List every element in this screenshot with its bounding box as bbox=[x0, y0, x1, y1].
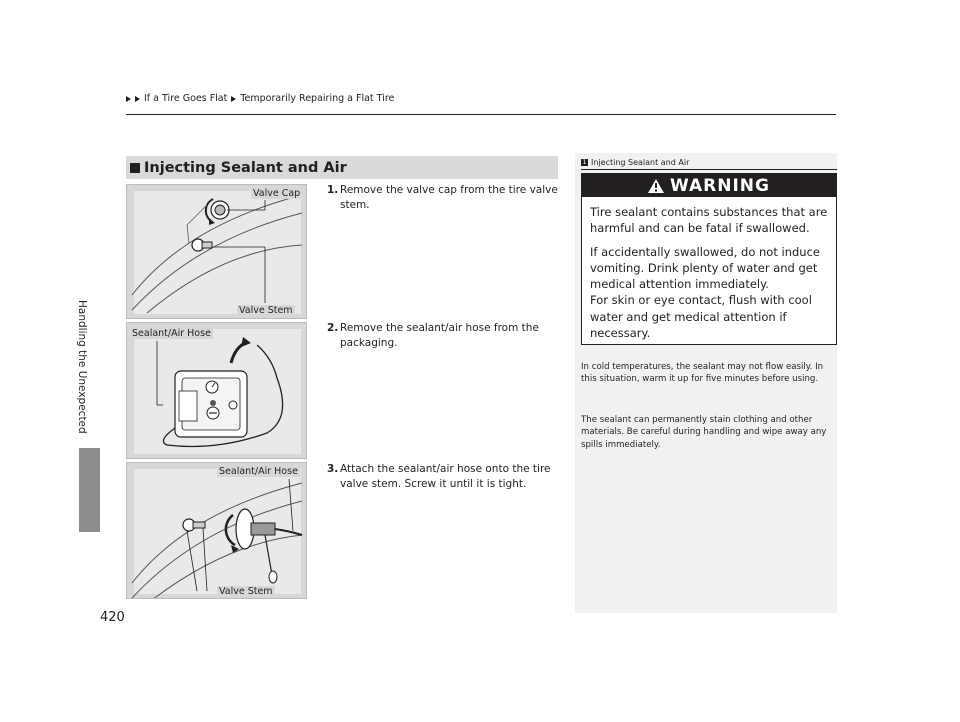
figure-label: Sealant/Air Hose bbox=[219, 466, 298, 477]
valve-cap-illustration bbox=[127, 185, 307, 319]
warning-triangle-icon bbox=[648, 179, 664, 193]
warning-title: WARNING bbox=[670, 175, 770, 196]
header-rule bbox=[126, 114, 836, 115]
hose-attachment-illustration bbox=[127, 463, 307, 599]
figure-attach-hose bbox=[126, 462, 307, 599]
figure-label: Valve Stem bbox=[219, 586, 273, 597]
page-number: 420 bbox=[100, 610, 125, 625]
breadcrumb-arrow-icon bbox=[135, 96, 140, 102]
sealant-kit-illustration bbox=[127, 323, 307, 459]
warning-box bbox=[581, 173, 837, 345]
sidebar-note-heading bbox=[581, 158, 689, 167]
warning-text: For skin or eye contact, flush with cool water and get medical attention if necessary. bbox=[590, 293, 812, 340]
step-number: 3. bbox=[327, 463, 339, 475]
step-item bbox=[327, 183, 559, 213]
note-marker-icon: 1 bbox=[582, 159, 587, 166]
section-title: Injecting Sealant and Air bbox=[144, 159, 347, 176]
section-heading bbox=[126, 156, 558, 179]
warning-text: If accidentally swallowed, do not induce vomiting. Drink plenty of water and get medical attention immediately. bbox=[590, 245, 820, 292]
breadcrumb-item[interactable]: If a Tire Goes Flat bbox=[144, 93, 228, 104]
figure-label: Sealant/Air Hose bbox=[132, 328, 211, 339]
chapter-tab-marker bbox=[79, 448, 100, 532]
step-text: Attach the sealant/air hose onto the tire valve stem. Screw it until it is tight. bbox=[340, 463, 551, 491]
step-text: Remove the valve cap from the tire valve stem. bbox=[340, 184, 558, 212]
sidebar-note-title: Injecting Sealant and Air bbox=[591, 158, 690, 167]
figure-valve-cap bbox=[126, 184, 307, 319]
sidebar-note-text: The sealant can permanently stain clothing and other materials. Be careful during handling and wipe away any spills immediately. bbox=[581, 415, 827, 450]
step-text: Remove the sealant/air hose from the packaging. bbox=[340, 322, 539, 350]
figure-label: Valve Stem bbox=[239, 305, 293, 316]
breadcrumb-arrow-icon bbox=[231, 96, 236, 102]
step-item bbox=[327, 321, 559, 351]
breadcrumb-item[interactable]: Temporarily Repairing a Flat Tire bbox=[240, 93, 395, 104]
chapter-side-label: Handling the Unexpected bbox=[76, 300, 88, 434]
warning-body bbox=[582, 197, 836, 341]
breadcrumb bbox=[126, 93, 394, 104]
warning-text: Tire sealant contains substances that are harmful and can be fatal if swallowed. bbox=[590, 205, 828, 236]
sidebar-note-text: In cold temperatures, the sealant may not flow easily. In this situation, warm it up for five minutes before using. bbox=[581, 362, 824, 385]
step-item bbox=[327, 462, 559, 492]
section-square-icon bbox=[130, 163, 140, 173]
figure-label: Valve Cap bbox=[253, 188, 301, 199]
step-number: 2. bbox=[327, 322, 339, 334]
warning-header bbox=[582, 174, 836, 197]
sidebar-rule bbox=[581, 169, 837, 170]
figure-sealant-hose-packaging bbox=[126, 322, 307, 459]
breadcrumb-arrow-icon bbox=[126, 96, 131, 102]
step-number: 1. bbox=[327, 184, 339, 196]
